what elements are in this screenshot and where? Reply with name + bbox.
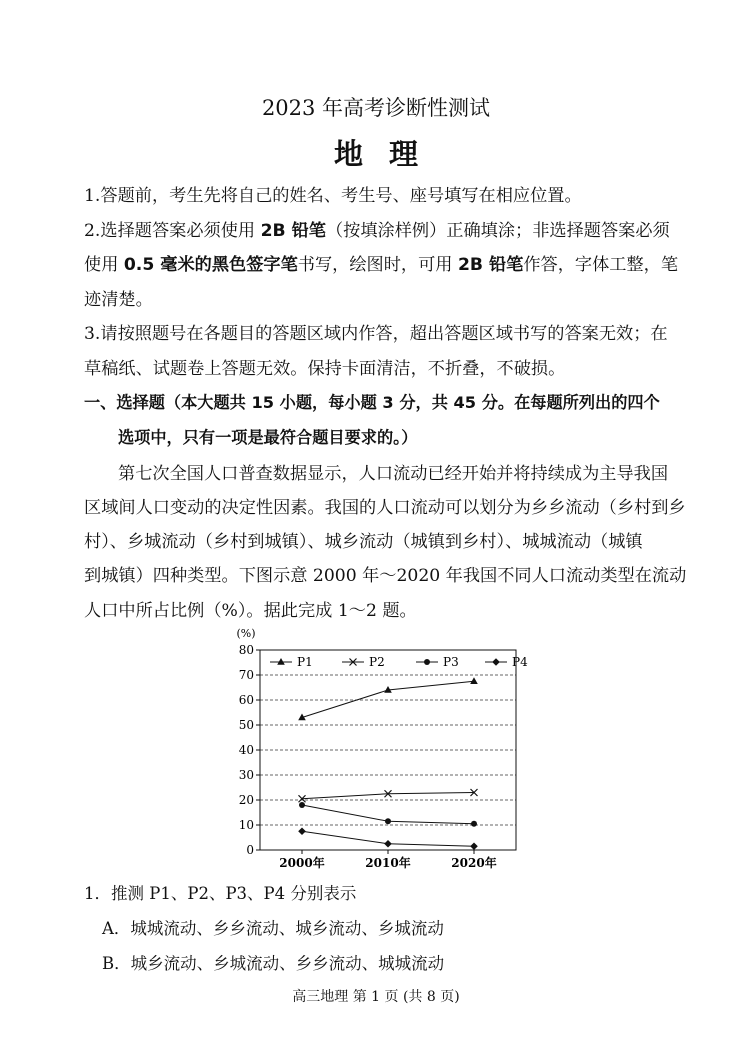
circle-marker: [471, 821, 477, 827]
section-heading-line-1: 一、选择题（本大题共 15 小题，每小题 3 分，共 45 分。在每题所列出的四个: [84, 393, 660, 412]
instruction-3-line-1: 3.请按照题号在各题目的答题区域内作答，超出答题区域书写的答案无效；在: [84, 324, 668, 344]
instruction-2-line-2: 使用 0.5 毫米的黑色签字笔书写，绘图时，可用 2B 铅笔作答，字体工整，笔: [84, 255, 679, 275]
question-1-option-b: B．城乡流动、乡城流动、乡乡流动、城城流动: [102, 954, 445, 973]
y-tick-label: 70: [238, 668, 254, 682]
y-ticks: [239, 643, 260, 857]
chart-gridlines: [260, 675, 516, 825]
passage-line-1: 第七次全国人口普查数据显示，人口流动已经开始并将持续成为主导我国: [118, 464, 669, 484]
legend-label: P1: [297, 655, 313, 669]
flow-ratio-chart: [220, 620, 530, 875]
y-tick-label: 30: [238, 768, 254, 782]
instruction-3-line-2: 草稿纸、试题卷上答题无效。保持卡面清洁，不折叠，不破损。: [84, 359, 566, 379]
legend-label: P2: [369, 655, 385, 669]
instruction-2-line-1: 2.选择题答案必须使用 2B 铅笔（按填涂样例）正确填涂；非选择题答案必须: [84, 221, 670, 241]
y-tick-label: 0: [246, 843, 254, 857]
chart-series: [298, 677, 478, 850]
passage-line-5: 人口中所占比例（%）。据此完成 1～2 题。: [84, 601, 417, 621]
y-tick-label: 10: [238, 818, 254, 832]
legend-label: P4: [512, 655, 528, 669]
chart-legend: [270, 655, 528, 669]
y-axis-label: (%): [236, 627, 256, 640]
x-tick-label: 2020年: [451, 856, 497, 870]
instruction-2-line-3: 迹清楚。: [84, 290, 153, 310]
exam-title: 2023 年高考诊断性测试: [261, 96, 491, 120]
y-tick-label: 50: [238, 718, 254, 732]
y-tick-label: 80: [238, 643, 254, 657]
y-tick-label: 60: [238, 693, 254, 707]
x-tick-label: 2000年: [279, 856, 325, 870]
triangle-marker: [470, 677, 478, 684]
y-tick-label: 40: [238, 743, 254, 757]
section-heading-line-2: 选项中，只有一项是最符合题目要求的。）: [118, 428, 418, 447]
passage-line-3: 村）、乡城流动（乡村到城镇）、城乡流动（城镇到乡村）、城城流动（城镇: [84, 532, 643, 552]
page-footer: 高三地理 第 1 页 (共 8 页): [292, 989, 460, 1005]
circle-marker: [299, 802, 305, 808]
y-tick-label: 20: [238, 793, 254, 807]
triangle-marker: [277, 658, 285, 665]
subject-title: 地理: [333, 137, 444, 171]
diamond-marker: [298, 827, 306, 835]
instruction-1: 1.答题前，考生先将自己的姓名、考生号、座号填写在相应位置。: [84, 186, 582, 206]
circle-marker: [424, 659, 430, 665]
diamond-marker: [492, 658, 500, 666]
question-1-stem: 1．推测 P1、P2、P3、P4 分别表示: [84, 884, 357, 903]
x-tick-label: 2010年: [365, 856, 411, 870]
x-ticks: [279, 850, 496, 870]
circle-marker: [385, 818, 391, 824]
passage-line-2: 区域间人口变动的决定性因素。我国的人口流动可以划分为乡乡流动（乡村到乡: [84, 498, 686, 518]
diamond-marker: [384, 840, 392, 848]
diamond-marker: [470, 842, 478, 850]
passage-line-4: 到城镇）四种类型。下图示意 2000 年～2020 年我国不同人口流动类型在流动: [84, 566, 687, 586]
legend-label: P3: [443, 655, 459, 669]
question-1-option-a: A．城城流动、乡乡流动、城乡流动、乡城流动: [102, 919, 444, 938]
